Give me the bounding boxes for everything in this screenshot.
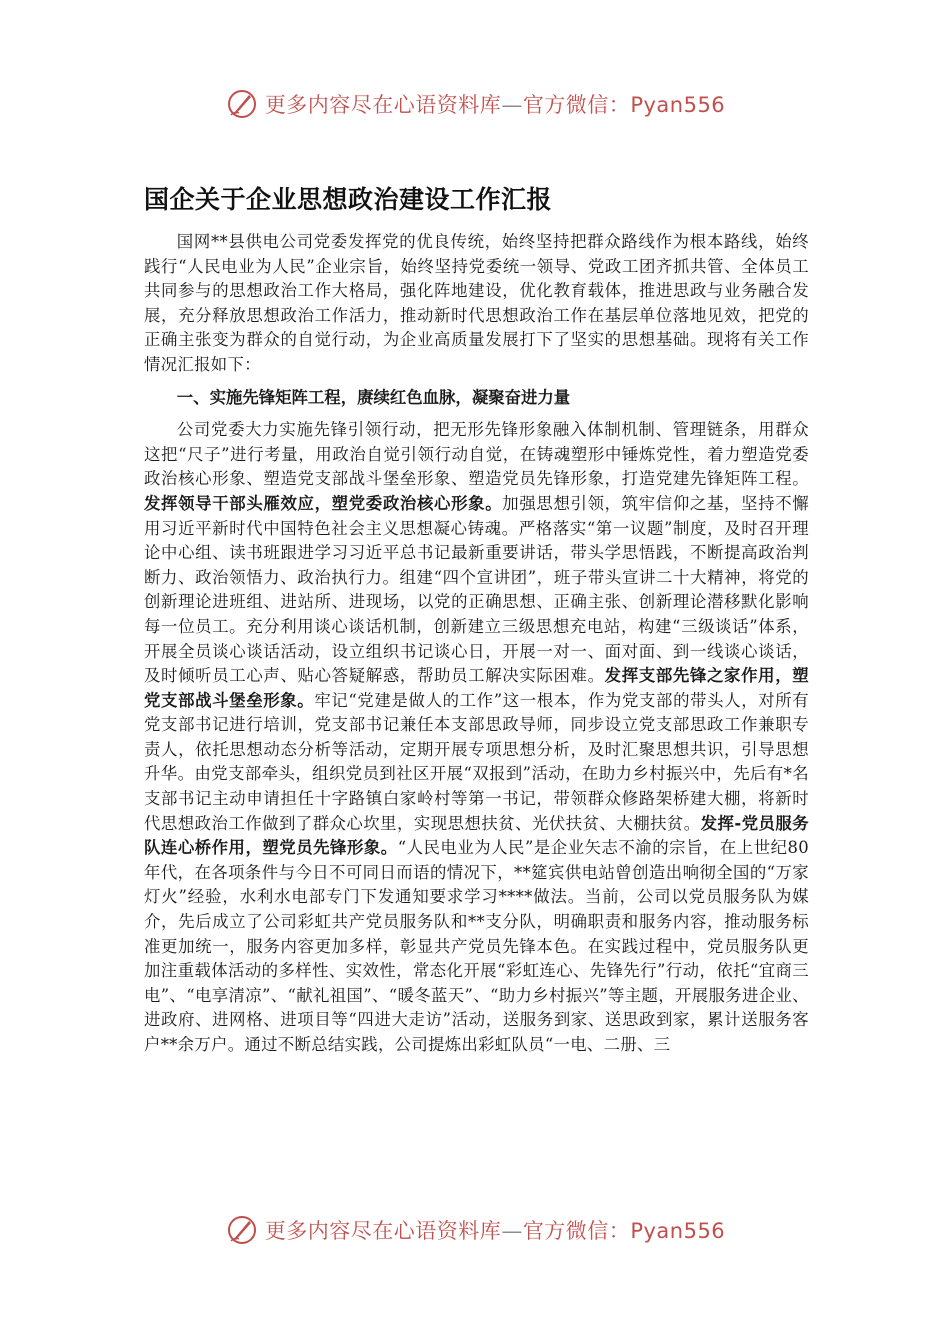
watermark-wechat-id: Pyan556: [630, 93, 726, 117]
intro-paragraph: 国网**县供电公司党委发挥党的优良传统，始终坚持把群众路线作为根本路线，始终践行“人民电业为人民”企业宗旨，始终坚持党委统一领导、党政工团齐抓共管、全体员工共同参与的思想政治工作大格局，强化阵地建设，优化教育载体，推进思政与业务融合发展，充分释放思想政治工作活力，推动新时代思想政治工作在基层单位落地见效，把党的正确主张变为群众的自觉行动，为企业高质量发展打下了坚实的思想基础。现将有关工作情况汇报如下：: [144, 232, 809, 374]
paragraph-text: 加强思想引领，筑牢信仰之基，坚持不懈用习近平新时代中国特色社会主义思想凝心铸魂。严格落实“第一议题”制度，及时召开理论中心组、读书班跟进学习习近平总书记最新重要讲话，带头学思悟践，不断提高政治判断力、政治领悟力、政治执行力。组建“四个宣讲团”，班子带头宣讲二十大精神，将党的创新理论进班组、进站所、进现场，以党的正确思想、正确主张、创新理论潜移默化影响每一位员工。充分利用谈心谈话机制，创新建立三级思想充电站，构建“三级谈话”体系，开展全员谈心谈话活动，设立组织书记谈心日，开展一对一、面对面、到一线谈心谈话，及时倾听员工心声、贴心答疑解惑，帮助员工解决实际困难。: [144, 493, 809, 686]
paragraph-text: 牢记“党建是做人的工作”这一根本，作为党支部的带头人，对所有党支部书记进行培训，党支部书记兼任本支部思政导师，同步设立党支部思政工作兼职专责人，依托思想动态分析等活动，定期开展专项思想分析，及时汇聚思想共识，引导思想升华。由党支部牵头，组织党员到社区开展“双报到”活动，在助力乡村振兴中，先后有*名支部书记主动申请担任十字路镇白家岭村等第一书记，带领群众修路架桥建大棚，将新时代思想政治工作做到了群众心坎里，实现思想扶贫、光伏扶贫、大棚扶贫。: [144, 690, 809, 833]
watermark-dash: —: [501, 93, 523, 117]
bold-subheading: 发挥领导干部头雁效应，塑党委政治核心形象。: [144, 493, 503, 513]
quill-logo-icon: [225, 1213, 259, 1247]
quill-logo-icon: [225, 87, 259, 121]
watermark-brand: 更多内容尽在心语资料库: [264, 1219, 502, 1243]
paragraph-text: 公司党委大力实施先锋引领行动，把无形先锋形象融入体制机制、管理链条，用群众这把“尺子”进行考量，用政治自觉引领行动自觉，在铸魂塑形中锤炼党性，着力塑造党委政治核心形象、塑造党支部战斗堡垒形象、塑造党员先锋形象，打造党建先锋矩阵工程。: [144, 420, 809, 489]
bold-subheading: 发挥支部先锋之家作用，塑党支部战斗堡垒形象。: [144, 666, 809, 710]
bold-subheading: 发挥-党员服务队连心桥作用，塑党员先锋形象。: [144, 813, 809, 858]
section1-paragraph: [144, 418, 809, 1057]
watermark-wechat-label: 官方微信：: [522, 1219, 631, 1243]
section-heading-1: 一、实施先锋矩阵工程，赓续红色血脉，凝聚奋进力量: [176, 387, 571, 407]
paragraph-text: “人民电业为人民”是企业矢志不渝的宗旨，在上世纪80年代，在各项条件与今日不可同日而语的情况下，**筵宾供电站曾创造出响彻全国的“万家灯火”经验，水利水电部专门下发通知要求学习****做法。当前，公司以党员服务队为媒介，先后成立了公司彩虹共产党员服务队和**支分队，明确职责和服务内容，推动服务标准更加统一，服务内容更加多样，彰显共产党员先锋本色。在实践过程中，党员服务队更加注重载体活动的多样性、实效性，常态化开展“彩虹连心、先锋先行”行动，依托“宜商三电”、“电享清凉”、“献礼祖国”、“暖冬蓝天”、“助力乡村振兴”等主题，开展服务进企业、进政府、进网格、进项目等“四进大走访”活动，送服务到家、送思政到家，累计送服务客户**余万户。通过不断总结实践，公司提炼出彩虹队员“一电、二册、三: [144, 838, 810, 1054]
header-watermark-banner: [0, 84, 950, 124]
document-body: [144, 230, 809, 1058]
watermark-brand: 更多内容尽在心语资料库: [264, 93, 502, 117]
watermark-text: [265, 1215, 725, 1245]
footer-watermark-banner: [0, 1210, 950, 1250]
document-title: 国企关于企业思想政治建设工作汇报: [144, 185, 553, 214]
watermark-wechat-label: 官方微信：: [522, 93, 631, 117]
watermark-wechat-id: Pyan556: [630, 1219, 726, 1243]
watermark-dash: —: [501, 1219, 523, 1243]
watermark-text: [265, 89, 725, 119]
